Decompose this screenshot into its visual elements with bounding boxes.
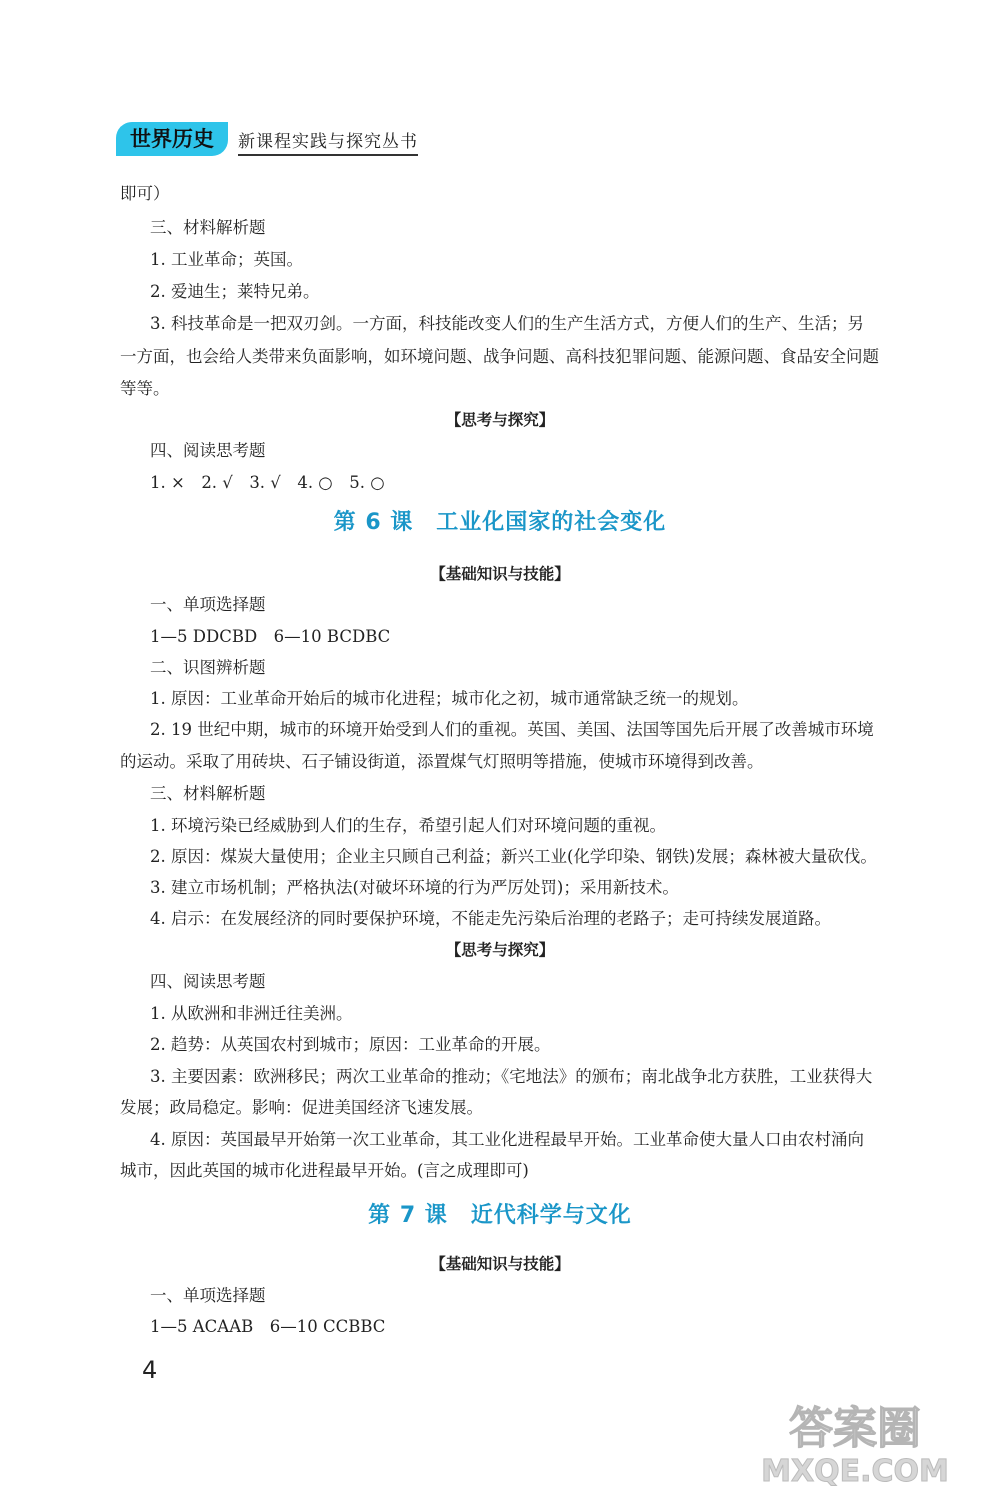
section-heading: 【基础知识与技能】 [430,1255,570,1273]
answer-line: 1. 工业革命；英国。 [150,250,303,269]
section-heading: 【思考与探究】 [445,411,555,429]
question-type-heading: 三、材料解析题 [150,784,266,803]
section-heading: 【基础知识与技能】 [430,565,570,583]
subject-badge: 世界历史 [116,122,228,156]
answer-line: 等等。 [120,379,170,398]
series-title: 新课程实践与探究丛书 [238,127,418,156]
answer-line: 发展；政局稳定。影响：促进美国经济飞速发展。 [120,1098,483,1117]
watermark-logo [730,1395,980,1490]
answer-line: 1. × 2. √ 3. √ 4. ○ 5. ○ [150,473,385,492]
answer-line: 一方面，也会给人类带来负面影响，如环境问题、战争问题、高科技犯罪问题、能源问题、食品安全问题 [120,347,879,366]
answer-line: 2. 爱迪生；莱特兄弟。 [150,282,320,301]
question-type-heading: 一、单项选择题 [150,595,266,614]
answer-line: 4. 启示：在发展经济的同时要保护环境，不能走先污染后治理的老路子；走可持续发展道路。 [150,909,831,928]
question-type-heading: 四、阅读思考题 [150,972,266,991]
answer-line: 1. 原因：工业革命开始后的城市化进程；城市化之初，城市通常缺乏统一的规划。 [150,689,749,708]
question-type-heading: 一、单项选择题 [150,1286,266,1305]
answer-line: 2. 19 世纪中期，城市的环境开始受到人们的重视。英国、美国、法国等国先后开展了改善城市环境 [150,720,874,739]
text-line: 即可） [120,184,170,203]
section-heading: 【思考与探究】 [445,941,555,959]
answer-line: 城市，因此英国的城市化进程最早开始。(言之成理即可) [120,1161,529,1180]
question-type-heading: 三、材料解析题 [150,218,266,237]
answer-line: 3. 建立市场机制；严格执法(对破坏环境的行为严厉处罚)；采用新技术。 [150,878,679,897]
page-number: 4 [142,1356,158,1384]
answer-line: 2. 原因：煤炭大量使用；企业主只顾自己利益；新兴工业(化学印染、钢铁)发展；森林被大量砍伐。 [150,847,877,866]
answer-line: 1. 环境污染已经威胁到人们的生存，希望引起人们对环境问题的重视。 [150,816,666,835]
answer-line: 1—5 DDCBD 6—10 BCDBC [150,627,391,646]
answer-line: 的运动。采取了用砖块、石子铺设街道，添置煤气灯照明等措施，使城市环境得到改善。 [120,752,764,771]
answer-line: 2. 趋势：从英国农村到城市；原因：工业革命的开展。 [150,1035,551,1054]
question-type-heading: 四、阅读思考题 [150,441,266,460]
watermark-url: MXQE.COM [761,1454,949,1489]
page-header [116,120,418,156]
answer-line: 3. 科技革命是一把双刃剑。一方面，科技能改变人们的生产生活方式，方便人们的生产、生活；另 [150,314,864,333]
question-type-heading: 二、识图辨析题 [150,658,266,677]
lesson-title: 第 6 课 工业化国家的社会变化 [333,510,667,535]
answer-line: 4. 原因：英国最早开始第一次工业革命，其工业化进程最早开始。工业革命使大量人口由农村涌向 [150,1130,864,1149]
watermark-logo-text: 答案圈 [789,1403,921,1454]
answer-line: 3. 主要因素：欧洲移民；两次工业革命的推动；《宅地法》的颁布；南北战争北方获胜，工业获得大 [150,1067,873,1086]
answer-line: 1—5 ACAAB 6—10 CCBBC [150,1317,386,1336]
answer-line: 1. 从欧洲和非洲迁往美洲。 [150,1004,353,1023]
lesson-title: 第 7 课 近代科学与文化 [368,1203,632,1228]
